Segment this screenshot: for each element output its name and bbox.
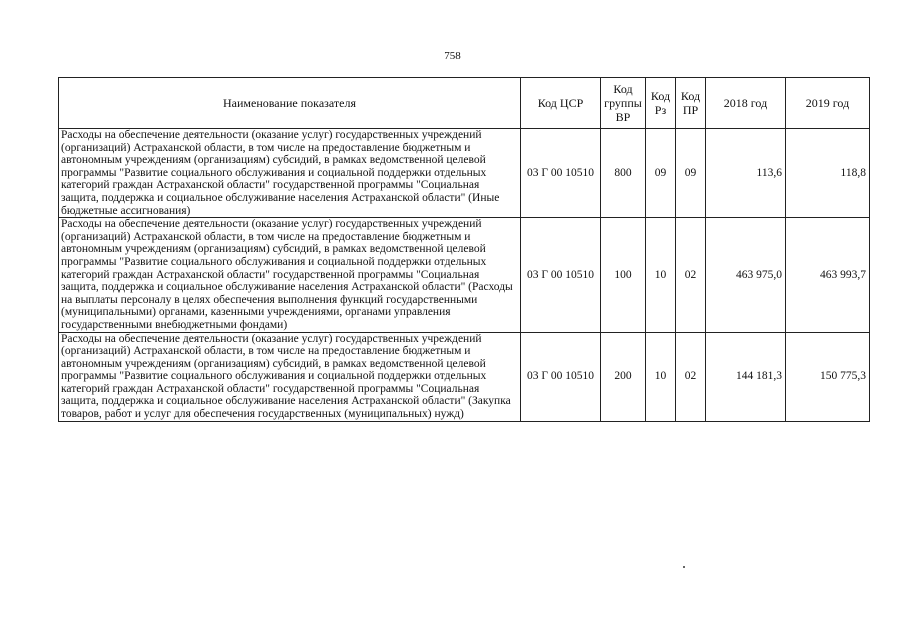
row-rz: 09 xyxy=(646,129,676,218)
header-name: Наименование показателя xyxy=(59,78,521,129)
header-vr: Код группы ВР xyxy=(601,78,646,129)
row-csr: 03 Г 00 10510 xyxy=(521,129,601,218)
row-2019: 150 775,3 xyxy=(786,332,870,421)
row-pr: 02 xyxy=(676,332,706,421)
row-2018: 113,6 xyxy=(706,129,786,218)
row-vr: 800 xyxy=(601,129,646,218)
header-2018: 2018 год xyxy=(706,78,786,129)
table-row xyxy=(59,332,870,421)
row-name: Расходы на обеспечение деятельности (оказание услуг) государственных учреждений (организаций) Астраханской области, в том числе на предоставление бюджетным и автономным учреждениям (организациям) субсидий, в рамках ведомственной целевой программы "Развитие социального обслуживания и социальной поддержки отдельных категорий граждан Астраханской области" государственной программы "Социальная защита, поддержка и социальное обслуживание населения Астраханской области" (Иные бюджетные ассигнования) xyxy=(59,129,521,218)
row-csr: 03 Г 00 10510 xyxy=(521,332,601,421)
header-csr: Код ЦСР xyxy=(521,78,601,129)
row-rz: 10 xyxy=(646,332,676,421)
row-name: Расходы на обеспечение деятельности (оказание услуг) государственных учреждений (организаций) Астраханской области, в том числе на предоставление бюджетным и автономным учреждениям (организациям) субсидий, в рамках ведомственной целевой программы "Развитие социального обслуживания и социальной поддержки отдельных категорий граждан Астраханской области" государственной программы "Социальная защита, поддержка и социальное обслуживание населения Астраханской области" (Закупка товаров, работ и услуг для обеспечения государственных (муниципальных) нужд) xyxy=(59,332,521,421)
header-2019: 2019 год xyxy=(786,78,870,129)
row-2019: 463 993,7 xyxy=(786,218,870,332)
row-csr: 03 Г 00 10510 xyxy=(521,218,601,332)
header-rz: Код Рз xyxy=(646,78,676,129)
table-row xyxy=(59,218,870,332)
row-vr: 100 xyxy=(601,218,646,332)
row-2018: 144 181,3 xyxy=(706,332,786,421)
row-rz: 10 xyxy=(646,218,676,332)
header-pr: Код ПР xyxy=(676,78,706,129)
table-header-row xyxy=(59,78,870,129)
row-vr: 200 xyxy=(601,332,646,421)
scan-speck xyxy=(683,566,685,568)
row-2018: 463 975,0 xyxy=(706,218,786,332)
row-pr: 09 xyxy=(676,129,706,218)
row-name: Расходы на обеспечение деятельности (оказание услуг) государственных учреждений (организаций) Астраханской области, в том числе на предоставление бюджетным и автономным учреждениям (организациям) субсидий, в рамках ведомственной целевой программы "Развитие социального обслуживания и социальной поддержки отдельных категорий граждан Астраханской области" государственной программы "Социальная защита, поддержка и социальное обслуживание населения Астраханской области" (Расходы на выплаты персоналу в целях обеспечения выполнения функций государственными (муниципальными) органами, казенными учреждениями, органами управления государственными внебюджетными фондами) xyxy=(59,218,521,332)
row-pr: 02 xyxy=(676,218,706,332)
table-row xyxy=(59,129,870,218)
page-number: 758 xyxy=(444,50,461,62)
budget-table xyxy=(58,77,870,422)
row-2019: 118,8 xyxy=(786,129,870,218)
